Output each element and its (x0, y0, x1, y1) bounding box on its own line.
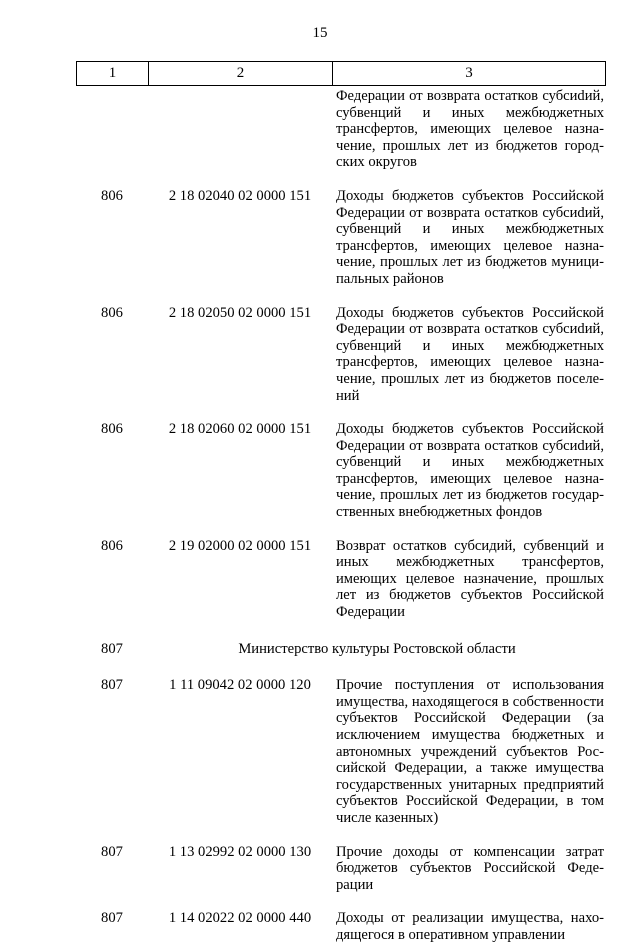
row-description: Доходы бюджетов субъектов Российской Федерации от возврата остатков субсиdий, субвенций и иных межбюджетных трансфертов, имеющих целевое назначение, прошлых лет из бюджетов поселений (336, 304, 604, 404)
header-cell-3: 3 (465, 65, 473, 81)
header-cell-2: 2 (149, 62, 333, 85)
table-row-continuation (76, 88, 606, 171)
row-income-code: 2 18 02050 02 0000 151 (168, 304, 312, 321)
row-admin-code: 806 (101, 304, 123, 321)
row-income-code: 2 19 02000 02 0000 151 (168, 537, 312, 554)
row-income-code: 2 18 02060 02 0000 151 (168, 421, 312, 438)
table-row (76, 305, 606, 405)
row-income-code: 1 11 09042 02 0000 120 (169, 677, 311, 694)
row-admin-code: 806 (101, 187, 123, 204)
row-income-code: 1 14 02022 02 0000 440 (168, 910, 312, 927)
table-body (76, 88, 606, 944)
row-admin-code: 806 (101, 421, 123, 438)
table-header (76, 61, 606, 86)
page-number: 15 (312, 25, 328, 41)
row-description: Доходы от реализации имущества, находящегося в оперативном управлении (336, 910, 604, 943)
row-admin-code: 807 (101, 677, 123, 694)
row-income-code: 2 18 02040 02 0000 151 (168, 187, 312, 204)
table-row (76, 421, 606, 521)
table-row (76, 910, 606, 943)
row-admin-code: 807 (101, 843, 123, 860)
table-row (76, 677, 606, 826)
table-row (76, 188, 606, 288)
table-row (76, 844, 606, 894)
table-row (76, 538, 606, 621)
row-admin-code: 806 (101, 537, 123, 554)
row-description: Прочие поступления от использования имущества, находящегося в собственности субъектов Российской Федерации (за исключением имущества бюджетных и автономных учреждений субъектов Российской Федерации, а также имущества государственных унитарных предприятий субъектов Российской Федерации, в том числе казенных) (336, 677, 604, 826)
row-admin-code: 807 (101, 910, 123, 927)
header-cell-1: 1 (77, 62, 149, 85)
row-description: Доходы бюджетов субъектов Российской Федерации от возврата остатков субсиdий, субвенций и иных межбюджетных трансфертов, имеющих целевое назначение, прошлых лет из бюджетов муниципальных районов (336, 187, 604, 287)
row-description: Возврат остатков субсидий, субвенций и иных межбюджетных трансфертов, имеющих целевое назначение, прошлых лет из бюджетов субъектов Российской Федерации (336, 537, 604, 621)
row-description: Прочие доходы от компенсации затрат бюджетов субъектов Российской Федерации (336, 843, 604, 893)
ministry-name: Министерство культуры Ростовской области (238, 640, 516, 657)
table-row-ministry (76, 641, 606, 658)
row-admin-code: 807 (101, 640, 123, 657)
row-description: Доходы бюджетов субъектов Российской Федерации от возврата остатков субсиdий, субвенций и иных межбюджетных трансфертов, имеющих целевое назначение, прошлых лет из бюджетов государственных внебюджетных фондов (336, 421, 604, 521)
row-description: Федерации от возврата остатков субсиdий, субвенций и иных межбюджетных трансфертов, имеющих целевое назначение, прошлых лет из бюджетов городских округов (336, 88, 604, 171)
row-income-code: 1 13 02992 02 0000 130 (168, 843, 312, 860)
